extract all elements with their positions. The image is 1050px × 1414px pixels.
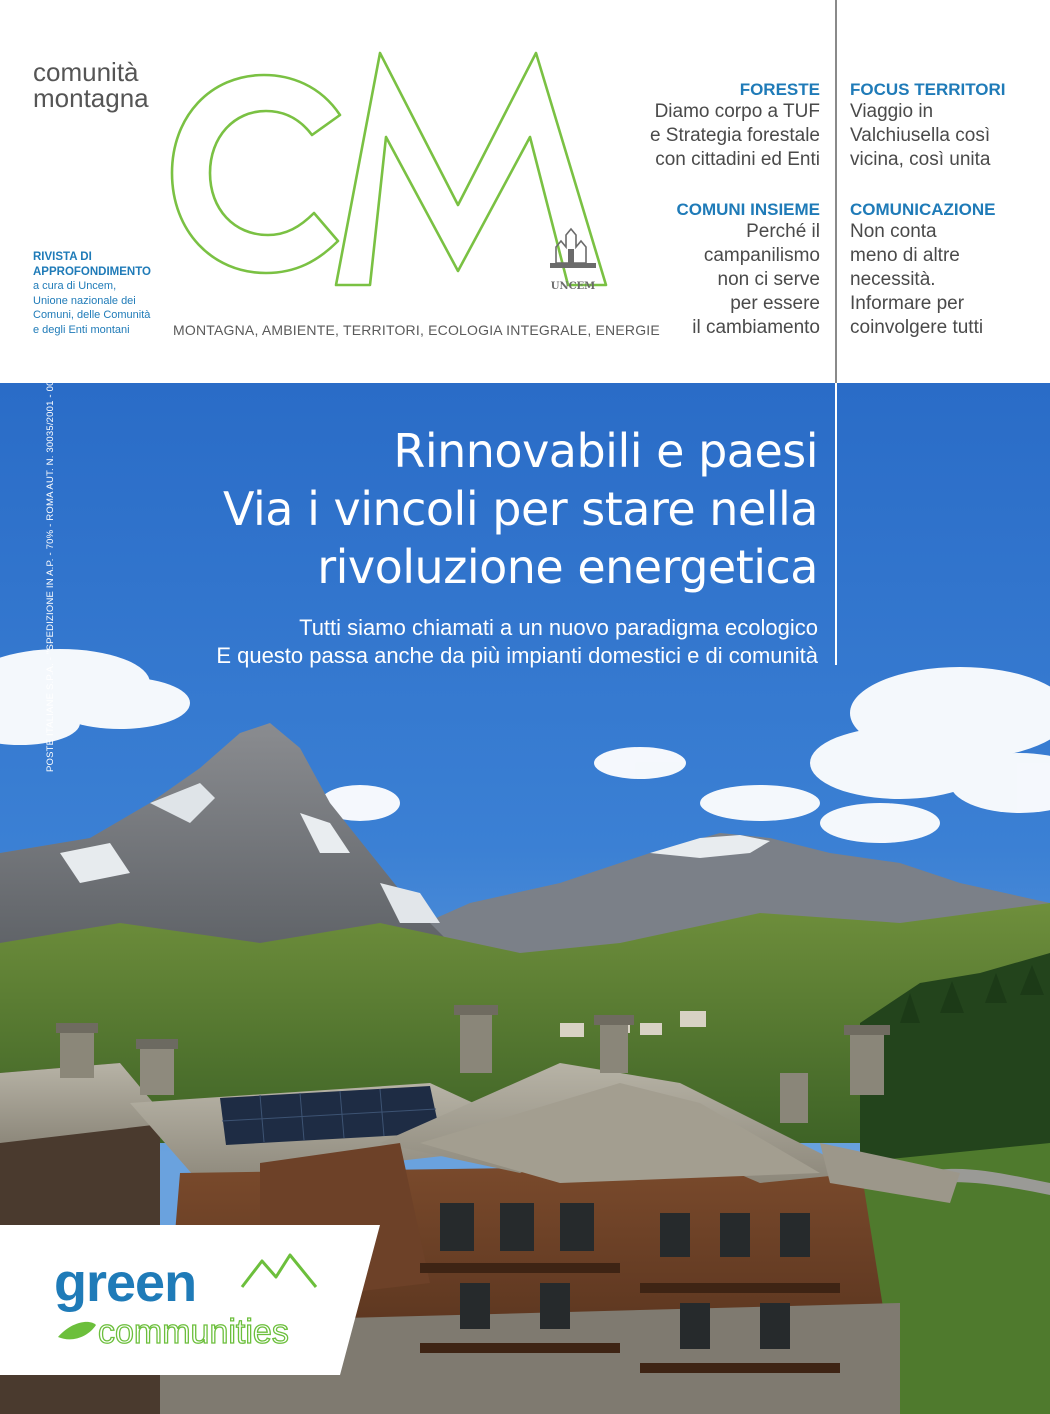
subhead-line: Tutti siamo chiamati a un nuovo paradigma ecologico <box>299 615 818 640</box>
photo-divider <box>835 383 837 665</box>
column-divider <box>835 0 837 395</box>
story-line: non ci serve <box>717 269 820 290</box>
intro-line: a cura di Uncem, <box>33 280 117 292</box>
headline-line: Rinnovabili e paesi <box>393 424 818 478</box>
intro-title-1: RIVISTA DI <box>33 251 92 263</box>
story-kicker: FOCUS TERRITORI <box>850 80 1006 99</box>
story-line: meno di altre <box>850 245 960 266</box>
cover-header <box>0 0 1050 383</box>
story-line: Viaggio in <box>850 101 934 122</box>
masthead-intro <box>33 250 183 337</box>
uncem-badge-label: UNCEM <box>550 281 596 292</box>
intro-line: e degli Enti montani <box>33 323 130 336</box>
story-line: campanilismo <box>703 245 820 266</box>
intro-line: Comuni, delle Comunità <box>33 309 151 321</box>
badge-word-communities: communities <box>98 1313 289 1351</box>
story-line: e Strategia forestale <box>649 125 820 146</box>
cover-headline[interactable] <box>223 422 818 596</box>
brand-word-comunita: comunità <box>33 57 139 87</box>
green-communities-badge <box>0 1225 380 1375</box>
story-kicker: COMUNI INSIEME <box>676 200 820 219</box>
story-kicker: COMUNICAZIONE <box>850 200 996 219</box>
story-line: Diamo corpo a TUF <box>654 101 820 122</box>
cover-subhead <box>216 614 818 670</box>
story-line: coinvolgere tutti <box>850 317 984 338</box>
story-line: vicina, così unita <box>850 149 991 170</box>
masthead-tagline: MONTAGNA, AMBIENTE, TERRITORI, ECOLOGIA INTEGRALE, ENERGIE <box>173 322 660 338</box>
headline-line: rivoluzione energetica <box>317 540 818 594</box>
story-line: con cittadini ed Enti <box>655 149 820 170</box>
story-focus-territori[interactable] <box>850 80 1006 172</box>
badge-word-green: green <box>54 1253 197 1313</box>
postal-notice <box>34 346 56 772</box>
postal-notice-text: POSTE ITALIANE S.P.A. - "SPEDIZIONE IN A.P. - 70% - ROMA AUT. N. 30035/2001 - 002/2010" <box>45 346 56 772</box>
story-line: per essere <box>730 293 820 314</box>
story-line: Non conta <box>850 221 937 242</box>
subhead-line: E questo passa anche da più impianti domestici e di comunità <box>216 643 818 668</box>
intro-title-2: APPROFONDIMENTO <box>33 265 151 278</box>
story-line: Informare per <box>850 293 965 314</box>
story-line: Valchiusella così <box>850 125 991 146</box>
story-line: Perché il <box>746 221 820 242</box>
story-comunicazione[interactable] <box>850 200 995 340</box>
headline-line: Via i vincoli per stare nella <box>223 482 818 536</box>
cm-logo-icon <box>158 45 610 303</box>
intro-line: Unione nazionale dei <box>33 294 136 307</box>
story-comuni-insieme[interactable] <box>676 200 820 340</box>
brand-word-montagna: montagna <box>33 83 149 113</box>
story-foreste[interactable] <box>650 80 820 172</box>
story-kicker: FORESTE <box>739 80 820 99</box>
story-line: il cambiamento <box>692 317 820 338</box>
story-line: necessità. <box>850 269 936 290</box>
uncem-seal-icon <box>550 229 596 268</box>
